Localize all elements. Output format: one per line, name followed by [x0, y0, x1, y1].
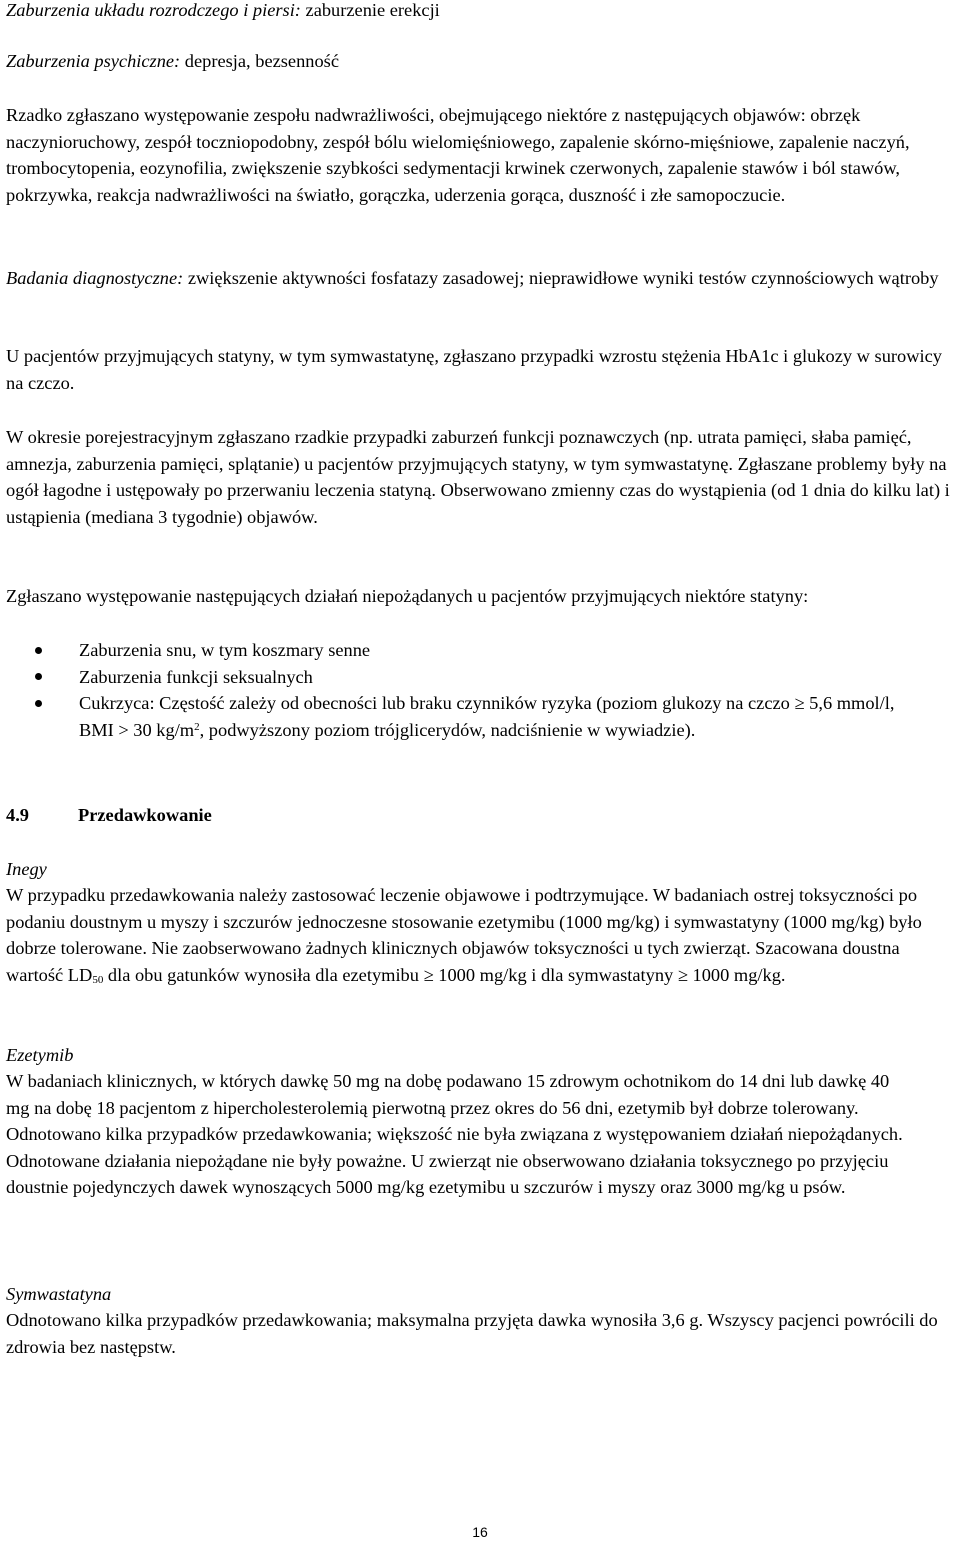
paragraph-text: zwiększenie aktywności fosfatazy zasadowej; nieprawidłowe wyniki testów czynnościowych wątroby — [183, 268, 939, 288]
page-number: 16 — [472, 1524, 488, 1540]
list-item — [6, 664, 950, 691]
bullet-dot — [35, 700, 42, 707]
section-number: 4.9 — [6, 805, 29, 825]
section-heading — [6, 802, 950, 829]
greater-equal-sign: ≥ — [423, 964, 434, 985]
subheading-ezetymib: Ezetymib — [6, 1045, 74, 1065]
paragraph-statin-reactions-intro: Zgłaszano występowanie następujących działań niepożądanych u pacjentów przyjmujących niektóre statyny: — [6, 586, 809, 606]
paragraph-lead: Zaburzenia psychiczne: — [6, 51, 181, 71]
paragraph-lead: Badania diagnostyczne: — [6, 268, 184, 288]
paragraph-reproductive-disorders — [6, 0, 950, 24]
paragraph-text: zaburzenie erekcji — [300, 0, 440, 20]
bullet-dot — [35, 647, 42, 654]
greater-equal-sign: ≥ — [794, 693, 805, 713]
paragraph-text: 1000 mg/kg i dla symwastatyny — [433, 964, 678, 985]
section-title: Przedawkowanie — [78, 805, 212, 825]
list-item-text: Zaburzenia snu, w tym koszmary senne — [79, 640, 371, 660]
list-item-text: Zaburzenia funkcji seksualnych — [79, 666, 313, 687]
superscript: 2 — [194, 720, 200, 733]
paragraph-text: dla obu gatunków wynosiła dla ezetymibu — [103, 964, 424, 985]
subscript: 50 — [92, 973, 104, 986]
statin-reactions-list — [6, 637, 950, 743]
bullet-dot — [35, 673, 42, 680]
subheading-symwastatyna: Symwastatyna — [6, 1284, 112, 1304]
paragraph-psychiatric-disorders — [6, 48, 950, 75]
paragraph-symwastatyna-overdose: Odnotowano kilka przypadków przedawkowania; maksymalna przyjęta dawka wynosiła 3,6 g. Wszyscy pacjenci powrócili do zdrowia bez następstw. — [6, 1310, 938, 1357]
subheading-inegy: Inegy — [6, 859, 47, 879]
paragraph-lead: Zaburzenia układu rozrodczego i piersi: — [6, 0, 301, 20]
paragraph-diagnostic-tests — [6, 265, 950, 292]
paragraph-cognitive-impairment: W okresie porejestracyjnym zgłaszano rzadkie przypadki zaburzeń funkcji poznawczych (np. utrata pamięci, słaba pamięć, amnezja, zaburzenia pamięci, splątanie) u pacjentów przyjmujących statyny, w tym symwastatynę. Zgłaszane problemy były na ogół łagodne i ustępowały po przerwaniu leczenia statyną. Obserwowano zmienny czas do wystąpienia (od 1 dnia do kilku lat) i ustąpienia (mediana 3 tygodnie) objawów. — [6, 427, 950, 527]
paragraph-hba1c: U pacjentów przyjmujących statyny, w tym symwastatynę, zgłaszano przypadki wzrostu stężenia HbA1c i glukozy w surowicy na czczo. — [6, 346, 942, 393]
list-item-text: Cukrzyca: Częstość zależy od obecności lub braku czynników ryzyka (poziom glukozy na czczo — [79, 693, 795, 713]
paragraph-hypersensitivity: Rzadko zgłaszano występowanie zespołu nadwrażliwości, obejmującego niektóre z następujących objawów: obrzęk naczynioruchowy, zespół toczniopodobny, zespół bólu wielomięśniowego, zapalenie skórno-mięśniowe, zapalenie naczyń, trombocytopenia, eozynofilia, zwiększenie szybkości sedymentacji krwinek czerwonych, zapalenie stawów i ból stawów, pokrzywka, reakcja nadwrażliwości na światło, gorączka, uderzenia gorąca, duszność i złe samopoczucie. — [6, 105, 910, 205]
greater-equal-sign: ≥ — [677, 964, 688, 985]
list-item — [6, 690, 924, 743]
list-item-text: , podwyższony poziom trójglicerydów, nadciśnienie w wywiadzie). — [199, 719, 696, 740]
paragraph-inegy-overdose — [6, 882, 950, 988]
paragraph-ezetymib-overdose: W badaniach klinicznych, w których dawkę 50 mg na dobę podawano 15 zdrowym ochotnikom do 14 dni lub dawkę 40 mg na dobę 18 pacjentom z hipercholesterolemią pierwotną przez okres do 56 dni, ezetymib był dobrze tolerowany. Odnotowano kilka przypadków przedawkowania; większość nie była związana z występowaniem działań niepożądanych. Odnotowane działania niepożądane nie były poważne. U zwierząt nie obserwowano działania toksycznego po przyjęciu doustnie pojedynczych dawek wynoszących 5000 mg/kg ezetymibu u szczurów i myszy oraz 3000 mg/kg u psów. — [6, 1071, 903, 1197]
paragraph-text: W przypadku przedawkowania należy zastosować leczenie objawowe i podtrzymujące. W badaniach ostrej toksyczności po podaniu doustnym u myszy i szczurów jednoczesne stosowanie ezetymibu (1000 mg/kg) i symwastatyny (1000 mg/kg) było dobrze tolerowane. Nie zaobserwowano żadnych klinicznych objawów toksyczności u tych zwierząt. Szacowana doustna wartość LD — [6, 885, 922, 985]
paragraph-text: depresja, bezsenność — [180, 51, 339, 71]
list-item-text: 5,6 mmol/l, BMI > 30 kg/m — [79, 693, 895, 740]
paragraph-text: 1000 mg/kg. — [687, 964, 786, 985]
list-item — [6, 637, 950, 664]
